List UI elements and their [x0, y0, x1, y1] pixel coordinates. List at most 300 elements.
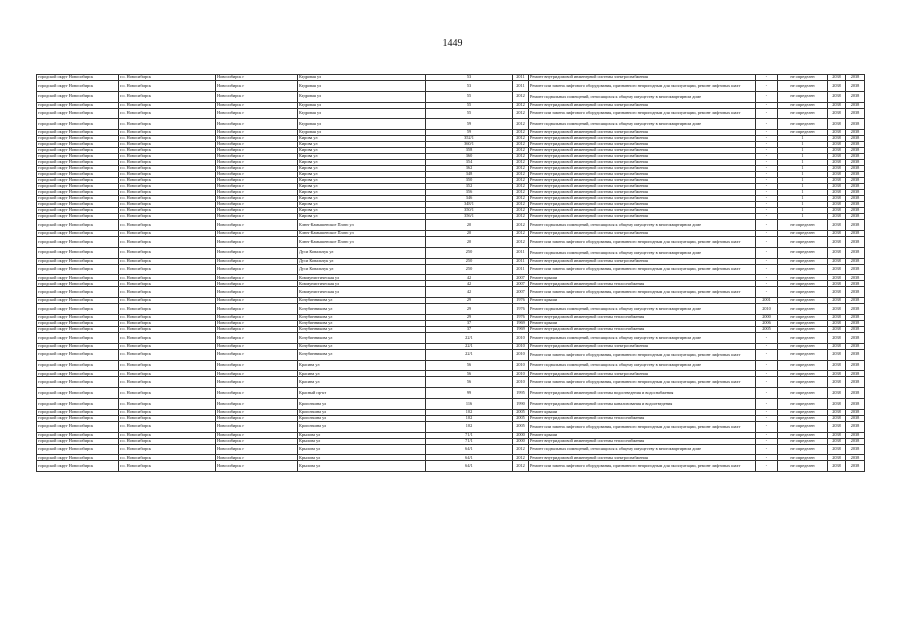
locality-cell: Новосибирск г [216, 214, 298, 220]
locality-cell: Новосибирск г [216, 343, 298, 349]
year-built-cell: 2012 [513, 461, 529, 472]
plan-end-cell: 2038 [846, 287, 865, 298]
estimate-cell: не определен [778, 444, 828, 455]
plan-end-cell: 2038 [846, 415, 865, 421]
municipality-cell: городской округ Новосибирск [37, 398, 119, 409]
last-repair-cell: - [756, 332, 778, 343]
house-number-cell: 56 [426, 377, 513, 388]
plan-start-cell: 2038 [828, 196, 846, 202]
plan-end-cell: 2038 [846, 281, 865, 287]
district-cell: г.о. Новосибирск [119, 432, 216, 438]
municipality-cell: городской округ Новосибирск [37, 184, 119, 190]
plan-end-cell: 2038 [846, 275, 865, 281]
year-built-cell: 2012 [513, 196, 529, 202]
estimate-cell: не определен [778, 91, 828, 102]
plan-end-cell: 2038 [846, 178, 865, 184]
work-type-cell: Ремонт или замена лифтового оборудования, признанного непригодным для эксплуатации, ремонт лифтовых шахт [529, 287, 756, 298]
plan-start-cell: 2038 [828, 214, 846, 220]
estimate-cell: не определен [778, 421, 828, 432]
work-type-cell: Ремонт внутридомовой инженерной системы электроснабжения [529, 154, 756, 160]
district-cell: г.о. Новосибирск [119, 108, 216, 119]
plan-start-cell: 2038 [828, 304, 846, 315]
last-repair-cell: - [756, 409, 778, 415]
house-number-cell: 360/1 [426, 142, 513, 148]
plan-end-cell: 2038 [846, 398, 865, 409]
last-repair-cell: - [756, 166, 778, 172]
estimate-cell: не определен [778, 343, 828, 349]
district-cell: г.о. Новосибирск [119, 160, 216, 166]
municipality-cell: городской округ Новосибирск [37, 119, 119, 130]
house-number-cell: 29 [426, 298, 513, 304]
locality-cell: Новосибирск г [216, 438, 298, 444]
plan-start-cell: 2038 [828, 230, 846, 236]
locality-cell: Новосибирск г [216, 166, 298, 172]
district-cell: г.о. Новосибирск [119, 371, 216, 377]
work-type-cell: Ремонт внутридомовой инженерной системы электроснабжения [529, 230, 756, 236]
house-number-cell: 71/1 [426, 432, 513, 438]
street-cell: Крылова ул [298, 455, 426, 461]
year-built-cell: 2007 [513, 281, 529, 287]
plan-start-cell: 2038 [828, 220, 846, 231]
last-repair-cell: - [756, 230, 778, 236]
locality-cell: Новосибирск г [216, 230, 298, 236]
locality-cell: Новосибирск г [216, 119, 298, 130]
street-cell: Кропоткина ул [298, 415, 426, 421]
locality-cell: Новосибирск г [216, 371, 298, 377]
work-type-cell: Ремонт внутридомовой инженерной системы электроснабжения [529, 166, 756, 172]
house-number-cell: 354 [426, 160, 513, 166]
work-type-cell: Ремонт подвальных помещений, относящихся к общему имуществу в многоквартирном доме [529, 91, 756, 102]
estimate-cell: не определен [778, 264, 828, 275]
last-repair-cell: - [756, 415, 778, 421]
house-number-cell: 29 [426, 314, 513, 320]
work-type-cell: Ремонт крыши [529, 275, 756, 281]
municipality-cell: городской округ Новосибирск [37, 371, 119, 377]
municipality-cell: городской округ Новосибирск [37, 196, 119, 202]
last-repair-cell: - [756, 220, 778, 231]
locality-cell: Новосибирск г [216, 142, 298, 148]
last-repair-cell: - [756, 154, 778, 160]
street-cell: Крылова ул [298, 461, 426, 472]
locality-cell: Новосибирск г [216, 108, 298, 119]
district-cell: г.о. Новосибирск [119, 398, 216, 409]
plan-end-cell: 2038 [846, 343, 865, 349]
table-row [37, 236, 865, 247]
plan-start-cell: 2038 [828, 208, 846, 214]
table-row [37, 377, 865, 388]
house-number-cell: 352/1 [426, 136, 513, 142]
plan-start-cell: 2038 [828, 326, 846, 332]
estimate-cell: 1 [778, 202, 828, 208]
district-cell: г.о. Новосибирск [119, 136, 216, 142]
plan-end-cell: 2038 [846, 148, 865, 154]
locality-cell: Новосибирск г [216, 388, 298, 399]
house-number-cell: 352 [426, 184, 513, 190]
street-cell: Кропоткина ул [298, 409, 426, 415]
municipality-cell: городской округ Новосибирск [37, 444, 119, 455]
locality-cell: Новосибирск г [216, 136, 298, 142]
last-repair-cell: - [756, 136, 778, 142]
table-row [37, 247, 865, 258]
year-built-cell: 2011 [513, 264, 529, 275]
year-built-cell: 2012 [513, 130, 529, 136]
work-type-cell: Ремонт внутридомовой инженерной системы электроснабжения [529, 202, 756, 208]
municipality-cell: городской округ Новосибирск [37, 264, 119, 275]
plan-end-cell: 2038 [846, 154, 865, 160]
municipality-cell: городской округ Новосибирск [37, 360, 119, 371]
locality-cell: Новосибирск г [216, 320, 298, 326]
locality-cell: Новосибирск г [216, 154, 298, 160]
last-repair-cell: - [756, 432, 778, 438]
table-row [37, 287, 865, 298]
year-built-cell: 2012 [513, 178, 529, 184]
municipality-cell: городской округ Новосибирск [37, 275, 119, 281]
work-type-cell: Ремонт внутридомовой инженерной системы электроснабжения [529, 102, 756, 108]
work-type-cell: Ремонт внутридомовой инженерной системы электроснабжения [529, 178, 756, 184]
plan-end-cell: 2038 [846, 360, 865, 371]
table-row [37, 349, 865, 360]
year-built-cell: 2010 [513, 332, 529, 343]
last-repair-cell: - [756, 371, 778, 377]
table-row [37, 119, 865, 130]
plan-end-cell: 2038 [846, 236, 865, 247]
last-repair-cell: - [756, 444, 778, 455]
locality-cell: Новосибирск г [216, 91, 298, 102]
municipality-cell: городской округ Новосибирск [37, 298, 119, 304]
estimate-cell: не определен [778, 349, 828, 360]
house-number-cell: 55 [426, 91, 513, 102]
locality-cell: Новосибирск г [216, 281, 298, 287]
plan-end-cell: 2038 [846, 377, 865, 388]
year-built-cell: 1990 [513, 398, 529, 409]
year-built-cell: 2012 [513, 208, 529, 214]
locality-cell: Новосибирск г [216, 332, 298, 343]
last-repair-cell: - [756, 438, 778, 444]
last-repair-cell: - [756, 160, 778, 166]
plan-end-cell: 2038 [846, 461, 865, 472]
locality-cell: Новосибирск г [216, 326, 298, 332]
street-cell: Дуси Ковальчук ул [298, 258, 426, 264]
table-row [37, 398, 865, 409]
plan-end-cell: 2038 [846, 332, 865, 343]
plan-end-cell: 2038 [846, 320, 865, 326]
plan-end-cell: 2038 [846, 258, 865, 264]
year-built-cell: 2012 [513, 184, 529, 190]
house-number-cell: 362 [426, 166, 513, 172]
street-cell: Кедровая ул [298, 102, 426, 108]
table-row [37, 360, 865, 371]
year-built-cell: 2000 [513, 432, 529, 438]
street-cell: Кочубинникова ул [298, 326, 426, 332]
plan-start-cell: 2038 [828, 102, 846, 108]
plan-start-cell: 2038 [828, 398, 846, 409]
last-repair-cell: - [756, 264, 778, 275]
estimate-cell: 1 [778, 142, 828, 148]
plan-end-cell: 2038 [846, 371, 865, 377]
street-cell: Кедровая ул [298, 108, 426, 119]
work-type-cell: Ремонт или замена лифтового оборудования, признанного непригодным для эксплуатации, ремонт лифтовых шахт [529, 349, 756, 360]
street-cell: Коммунистическая ул [298, 275, 426, 281]
district-cell: г.о. Новосибирск [119, 172, 216, 178]
year-built-cell: 2010 [513, 377, 529, 388]
work-type-cell: Ремонт внутридомовой инженерной системы электроснабжения [529, 75, 756, 81]
last-repair-cell: - [756, 75, 778, 81]
district-cell: г.о. Новосибирск [119, 281, 216, 287]
street-cell: Красина ул [298, 360, 426, 371]
plan-end-cell: 2038 [846, 190, 865, 196]
work-type-cell: Ремонт внутридомовой инженерной системы электроснабжения [529, 343, 756, 349]
estimate-cell: не определен [778, 108, 828, 119]
table-row [37, 81, 865, 92]
work-type-cell: Ремонт или замена лифтового оборудования, признанного непригодным для эксплуатации, ремонт лифтовых шахт [529, 377, 756, 388]
district-cell: г.о. Новосибирск [119, 81, 216, 92]
plan-end-cell: 2038 [846, 314, 865, 320]
plan-end-cell: 2038 [846, 409, 865, 415]
last-repair-cell: - [756, 287, 778, 298]
year-built-cell: 1976 [513, 314, 529, 320]
house-number-cell: 20 [426, 220, 513, 231]
estimate-cell: не определен [778, 81, 828, 92]
district-cell: г.о. Новосибирск [119, 166, 216, 172]
street-cell: Кедровая ул [298, 81, 426, 92]
street-cell: Кедровая ул [298, 119, 426, 130]
year-built-cell: 2005 [513, 415, 529, 421]
plan-end-cell: 2038 [846, 432, 865, 438]
estimate-cell: не определен [778, 320, 828, 326]
table-row [37, 421, 865, 432]
house-number-cell: 356/1 [426, 214, 513, 220]
house-number-cell: 22/1 [426, 343, 513, 349]
last-repair-cell: - [756, 258, 778, 264]
table-row [37, 444, 865, 455]
estimate-cell: не определен [778, 371, 828, 377]
house-number-cell: 55 [426, 102, 513, 108]
last-repair-cell: - [756, 360, 778, 371]
street-cell: Кирова ул [298, 190, 426, 196]
district-cell: г.о. Новосибирск [119, 461, 216, 472]
district-cell: г.о. Новосибирск [119, 360, 216, 371]
street-cell: Кочубинникова ул [298, 320, 426, 326]
work-type-cell: Ремонт внутридомовой инженерной системы электроснабжения [529, 208, 756, 214]
estimate-cell: не определен [778, 281, 828, 287]
municipality-cell: городской округ Новосибирск [37, 81, 119, 92]
house-number-cell: 20 [426, 230, 513, 236]
locality-cell: Новосибирск г [216, 172, 298, 178]
work-type-cell: Ремонт внутридомовой инженерной системы теплоснабжения [529, 415, 756, 421]
work-type-cell: Ремонт внутридомовой инженерной системы электроснабжения [529, 172, 756, 178]
estimate-cell: не определен [778, 287, 828, 298]
last-repair-cell: - [756, 108, 778, 119]
work-type-cell: Ремонт или замена лифтового оборудования, признанного непригодным для эксплуатации, ремонт лифтовых шахт [529, 461, 756, 472]
locality-cell: Новосибирск г [216, 208, 298, 214]
plan-end-cell: 2038 [846, 247, 865, 258]
street-cell: Кирова ул [298, 160, 426, 166]
last-repair-cell: - [756, 81, 778, 92]
year-built-cell: 1976 [513, 298, 529, 304]
district-cell: г.о. Новосибирск [119, 208, 216, 214]
locality-cell: Новосибирск г [216, 81, 298, 92]
plan-end-cell: 2038 [846, 444, 865, 455]
plan-end-cell: 2038 [846, 202, 865, 208]
locality-cell: Новосибирск г [216, 415, 298, 421]
house-number-cell: 56 [426, 371, 513, 377]
district-cell: г.о. Новосибирск [119, 415, 216, 421]
locality-cell: Новосибирск г [216, 432, 298, 438]
locality-cell: Новосибирск г [216, 398, 298, 409]
year-built-cell: 2012 [513, 455, 529, 461]
district-cell: г.о. Новосибирск [119, 287, 216, 298]
house-number-cell: 348/1 [426, 202, 513, 208]
work-type-cell: Ремонт подвальных помещений, относящихся к общему имуществу в многоквартирном доме [529, 119, 756, 130]
district-cell: г.о. Новосибирск [119, 75, 216, 81]
locality-cell: Новосибирск г [216, 178, 298, 184]
plan-start-cell: 2038 [828, 444, 846, 455]
locality-cell: Новосибирск г [216, 102, 298, 108]
last-repair-cell: - [756, 398, 778, 409]
estimate-cell: не определен [778, 415, 828, 421]
plan-start-cell: 2038 [828, 415, 846, 421]
work-type-cell: Ремонт подвальных помещений, относящихся к общему имуществу в многоквартирном доме [529, 247, 756, 258]
table-row [37, 220, 865, 231]
plan-end-cell: 2038 [846, 208, 865, 214]
work-type-cell: Ремонт внутридомовой инженерной системы водоотведения и водоснабжения [529, 388, 756, 399]
house-number-cell: 102 [426, 421, 513, 432]
district-cell: г.о. Новосибирск [119, 154, 216, 160]
work-type-cell: Ремонт внутридомовой инженерной системы теплоснабжения [529, 314, 756, 320]
plan-end-cell: 2038 [846, 388, 865, 399]
district-cell: г.о. Новосибирск [119, 298, 216, 304]
district-cell: г.о. Новосибирск [119, 444, 216, 455]
estimate-cell: не определен [778, 398, 828, 409]
plan-end-cell: 2038 [846, 455, 865, 461]
year-built-cell: 2012 [513, 236, 529, 247]
year-built-cell: 2012 [513, 119, 529, 130]
locality-cell: Новосибирск г [216, 409, 298, 415]
estimate-cell: 1 [778, 136, 828, 142]
locality-cell: Новосибирск г [216, 202, 298, 208]
year-built-cell: 2010 [513, 349, 529, 360]
last-repair-cell: - [756, 236, 778, 247]
work-type-cell: Ремонт или замена лифтового оборудования, признанного непригодным для эксплуатации, ремонт лифтовых шахт [529, 264, 756, 275]
year-built-cell: 2012 [513, 160, 529, 166]
work-type-cell: Ремонт крыши [529, 298, 756, 304]
municipality-cell: городской округ Новосибирск [37, 432, 119, 438]
plan-start-cell: 2038 [828, 172, 846, 178]
work-type-cell: Ремонт или замена лифтового оборудования, признанного непригодным для эксплуатации, ремонт лифтовых шахт [529, 81, 756, 92]
house-number-cell: 358 [426, 148, 513, 154]
locality-cell: Новосибирск г [216, 264, 298, 275]
year-built-cell: 2012 [513, 148, 529, 154]
work-type-cell: Ремонт или замена лифтового оборудования, признанного непригодным для эксплуатации, ремонт лифтовых шахт [529, 421, 756, 432]
plan-start-cell: 2038 [828, 91, 846, 102]
table-row [37, 264, 865, 275]
last-repair-cell: - [756, 247, 778, 258]
year-built-cell: 2010 [513, 343, 529, 349]
plan-start-cell: 2038 [828, 421, 846, 432]
street-cell: Дуси Ковальчук ул [298, 264, 426, 275]
plan-end-cell: 2038 [846, 220, 865, 231]
plan-start-cell: 2038 [828, 154, 846, 160]
year-built-cell: 1969 [513, 320, 529, 326]
plan-end-cell: 2038 [846, 438, 865, 444]
house-number-cell: 29 [426, 304, 513, 315]
year-built-cell: 2007 [513, 287, 529, 298]
municipality-cell: городской округ Новосибирск [37, 220, 119, 231]
estimate-cell: 1 [778, 172, 828, 178]
house-number-cell: 250 [426, 264, 513, 275]
district-cell: г.о. Новосибирск [119, 388, 216, 399]
work-type-cell: Ремонт внутридомовой инженерной системы электроснабжения [529, 136, 756, 142]
work-type-cell: Ремонт внутридомовой инженерной системы теплоснабжения [529, 326, 756, 332]
year-built-cell: 2005 [513, 421, 529, 432]
municipality-cell: городской округ Новосибирск [37, 160, 119, 166]
street-cell: Кропоткина ул [298, 421, 426, 432]
street-cell: Крылова ул [298, 444, 426, 455]
work-type-cell: Ремонт внутридомовой инженерной системы электроснабжения [529, 160, 756, 166]
work-type-cell: Ремонт внутридомовой инженерной системы электроснабжения [529, 258, 756, 264]
last-repair-cell: 2005 [756, 326, 778, 332]
year-built-cell: 2012 [513, 202, 529, 208]
municipality-cell: городской округ Новосибирск [37, 388, 119, 399]
year-built-cell: 2012 [513, 108, 529, 119]
last-repair-cell: - [756, 102, 778, 108]
plan-end-cell: 2038 [846, 298, 865, 304]
house-number-cell: 346 [426, 196, 513, 202]
estimate-cell: не определен [778, 461, 828, 472]
house-number-cell: 59 [426, 119, 513, 130]
municipality-cell: городской округ Новосибирск [37, 332, 119, 343]
plan-start-cell: 2038 [828, 264, 846, 275]
plan-start-cell: 2038 [828, 320, 846, 326]
street-cell: Кочубинникова ул [298, 349, 426, 360]
plan-start-cell: 2038 [828, 438, 846, 444]
estimate-cell: 1 [778, 184, 828, 190]
estimate-cell: не определен [778, 247, 828, 258]
plan-end-cell: 2038 [846, 136, 865, 142]
municipality-cell: городской округ Новосибирск [37, 409, 119, 415]
table-row [37, 332, 865, 343]
street-cell: Красина ул [298, 377, 426, 388]
estimate-cell: не определен [778, 298, 828, 304]
plan-start-cell: 2038 [828, 432, 846, 438]
house-number-cell: 59 [426, 130, 513, 136]
street-cell: Кирова ул [298, 184, 426, 190]
estimate-cell: 1 [778, 178, 828, 184]
plan-start-cell: 2038 [828, 461, 846, 472]
estimate-cell: 1 [778, 190, 828, 196]
municipality-cell: городской округ Новосибирск [37, 438, 119, 444]
district-cell: г.о. Новосибирск [119, 102, 216, 108]
plan-start-cell: 2038 [828, 349, 846, 360]
locality-cell: Новосибирск г [216, 461, 298, 472]
district-cell: г.о. Новосибирск [119, 190, 216, 196]
locality-cell: Новосибирск г [216, 360, 298, 371]
last-repair-cell: 2006 [756, 320, 778, 326]
street-cell: Красный пр-кт [298, 388, 426, 399]
work-type-cell: Ремонт внутридомовой инженерной системы электроснабжения [529, 148, 756, 154]
municipality-cell: городской округ Новосибирск [37, 142, 119, 148]
year-built-cell: 2012 [513, 142, 529, 148]
year-built-cell: 2011 [513, 75, 529, 81]
municipality-cell: городской округ Новосибирск [37, 281, 119, 287]
street-cell: Кочубинникова ул [298, 304, 426, 315]
street-cell: Ключ-Камышенское Плато ул [298, 236, 426, 247]
last-repair-cell: - [756, 196, 778, 202]
locality-cell: Новосибирск г [216, 298, 298, 304]
street-cell: Коммунистическая ул [298, 281, 426, 287]
municipality-cell: городской округ Новосибирск [37, 102, 119, 108]
municipality-cell: городской округ Новосибирск [37, 108, 119, 119]
